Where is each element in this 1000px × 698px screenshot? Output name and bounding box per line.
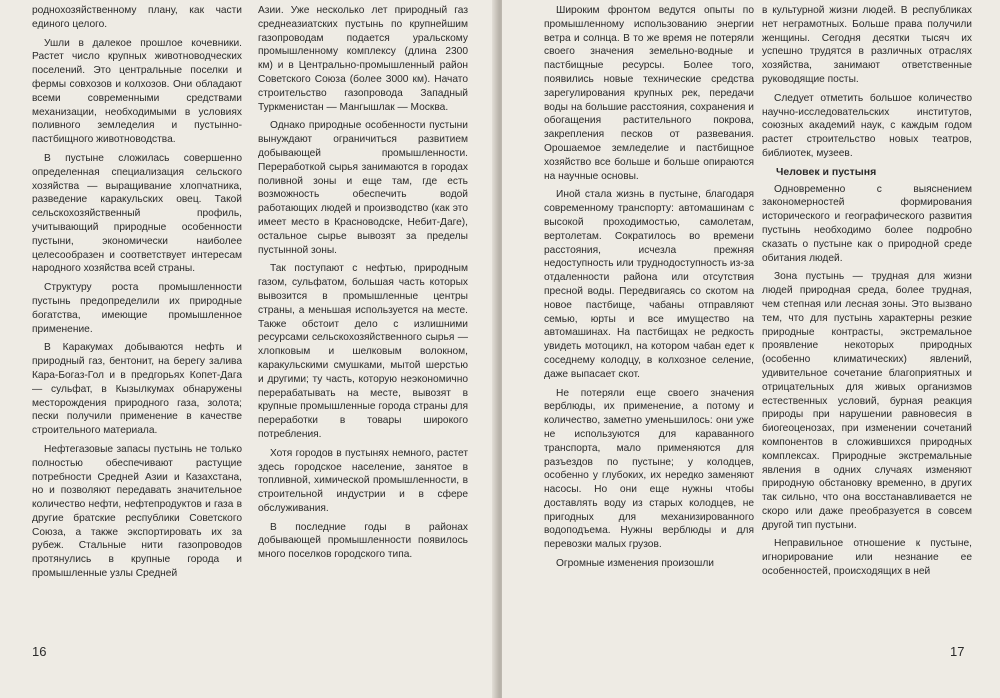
right-page (502, 0, 1000, 698)
page-number-left: 16 (32, 644, 47, 659)
right-page-column-2 (762, 4, 972, 584)
left-page-column-2 (258, 4, 468, 567)
paragraph: Широким фронтом ведутся опыты по промышленному использованию энергии ветра и солнца. В то же время не потеряли своего значения земельно-водные и пастбищные ресурсы. Более того, появились новые технические средства зарегулирования крупных рек, передачи воды на большие расстояния, сохранения и обогащения растительного покрова, закрепления песков от развевания. Орошаемое земледелие и пастбищное хозяйство все больше и больше опираются на научные основы. (544, 5, 754, 182)
paragraph: роднохозяйственному плану, как части единого целого. (32, 5, 242, 30)
page-number-right: 17 (950, 644, 965, 659)
left-page-column-1 (32, 4, 242, 586)
paragraph: Зона пустынь — трудная для жизни людей природная среда, более трудная, чем степная или лесная зоны. Это вызвано тем, что для пустынь характерны резкие природные контрасты, экстремальное проявление некоторых природных (особенно климатических) явлений, удивительное сочетание благоприятных и отрицательных для живых организмов естественных условий, бурная реакция природы при нарушении равновесия в биогеоценозах, при изменении сочетаний компонентов в сложившихся природных комплексах. Природные экстремальные явления в одних случаях изменяют природную обстановку временно, в других так сильно, что она восстанавливается не скоро или даже преобразуется в совсем другой тип пустыни. (762, 271, 972, 531)
left-page (0, 0, 498, 698)
paragraph: Так поступают с нефтью, природным газом, сульфатом, большая часть которых вывозится в промышленные центры страны, а меньшая используется на месте. Также обстоит дело с излишними ресурсами сельскохозяйственного сырья — хлопковым и шелковым волокном, каракульскими смушками, мытой шерстью и другими; ту часть, которую неэкономично перерабатывать на месте, вывозят в крупные промышленные города страны для переработки в товары широкого потребления. (258, 263, 468, 440)
paragraph: в культурной жизни людей. В республиках нет неграмотных. Больше права получили женщины. Сегодня десятки тысяч их успешно трудятся в различных отраслях хозяйства, занимают ответственные руководящие посты. (762, 5, 972, 85)
paragraph: Азии. Уже несколько лет природный газ среднеазиатских пустынь по крупнейшим газопроводам подается уральскому промышленному комплексу (длина 2300 км) и в Центрально-промышленный район Советского Союза (более 3000 км). Начато строительство газопровода Западный Туркменистан — Мангышлак — Москва. (258, 5, 468, 113)
paragraph: Следует отметить большое количество научно-исследовательских институтов, союзных академий наук, с каждым годом растет строительство новых театров, библиотек, музеев. (762, 92, 972, 159)
paragraph: В пустыне сложилась совершенно определенная специализация сельского хозяйства — выращивание хлопчатника, разведение каракульских овец. Такой сельскохозяйственный профиль, учитывающий природные особенности пустыни, экономически наиболее целесообразен и соответствует интересам народного хозяйства всей страны. (32, 152, 242, 275)
paragraph: В Каракумах добываются нефть и природный газ, бентонит, на берегу залива Кара-Богаз-Гол и в предгорьях Копет-Дага — сульфат, в Кызылкумах обнаружены месторождения природного газа, золота; пески получили применение в качестве строительного материала. (32, 342, 242, 437)
paragraph: Иной стала жизнь в пустыне, благодаря современному транспорту: автомашинам с высокой проходимостью, самолетам, вертолетам. Сократилось во времени расстояния, исчезла прежняя недоступность или труднодоступность из-за отдаленности района или отсутствия пресной воды. Передвигаясь со скотом на новое пастбище, чабаны отправляют семью, юрты и все имущество на автомашинах. На пастбищах не редкость увидеть мотоцикл, на котором чабан едет к соседнему колодцу, в колхозное селение, даже выпасает скот. (544, 189, 754, 380)
paragraph: Одновременно с выяснением закономерностей формирования исторического и географического развития пустынь необходимо более подробно сказать о пустыне как о природной среде обитания людей. (762, 183, 972, 264)
paragraph: В последние годы в районах добывающей промышленности появилось много поселков городского типа. (258, 521, 468, 561)
section-heading: Человек и пустыня (776, 165, 877, 178)
paragraph: Огромные изменения произошли (556, 558, 714, 570)
paragraph: Неправильное отношение к пустыне, игнорирование или незнание ее особенностей, происходящих в ней (762, 538, 972, 578)
paragraph: Не потеряли еще своего значения верблюды, их применение, а потому и количество, заметно уменьшилось: они уже не используются для караванного транспорта, мало применяются для разъездов по пустыне; у колодцев, особенно у глубоких, их нередко заменяют насосы. Но они еще нужны чтобы доставлять воду из старых колодцев, не пригодных для механизированного водоподъема. Нужны верблюды и для перевозки малых грузов. (544, 387, 754, 551)
paragraph: Ушли в далекое прошлое кочевники. Растет число крупных животноводческих поселений. Это центральные поселки и фермы совхозов и колхозов. Они обладают всеми современными средствами механизации, необходимыми в условиях поливного земледелия и пустынно-пастбищного животноводства. (32, 37, 242, 146)
paragraph: Нефтегазовые запасы пустынь не только полностью обеспечивают растущие потребности Средней Азии и Казахстана, но и позволяют передавать значительное количество нефти, нефтепродуктов и газа в другие братские республики Советского Союза, а также экспортировать их за рубеж. Стальные нити газопроводов протянулись в крупные города и промышленные узлы Средней (32, 443, 242, 580)
paragraph: Структуру роста промышленности пустынь предопределили их природные богатства, имеющие промышленное применение. (32, 282, 242, 335)
paragraph: Хотя городов в пустынях немного, растет здесь городское население, занятое в топливной, химической промышленности, в строительной индустрии и в сфере обслуживания. (258, 447, 468, 514)
right-page-column-1 (544, 4, 754, 576)
paragraph: Однако природные особенности пустыни вынуждают ограничиться развитием добывающей промышленности. Переработкой сырья занимаются в городах поливной зоны и еще там, где есть возможность обеспечить водой работающих людей и производство (как это имеет место в Красноводске, Небит-Даге), остальное сырье вывозят за пределы пустынной зоны. (258, 120, 468, 256)
